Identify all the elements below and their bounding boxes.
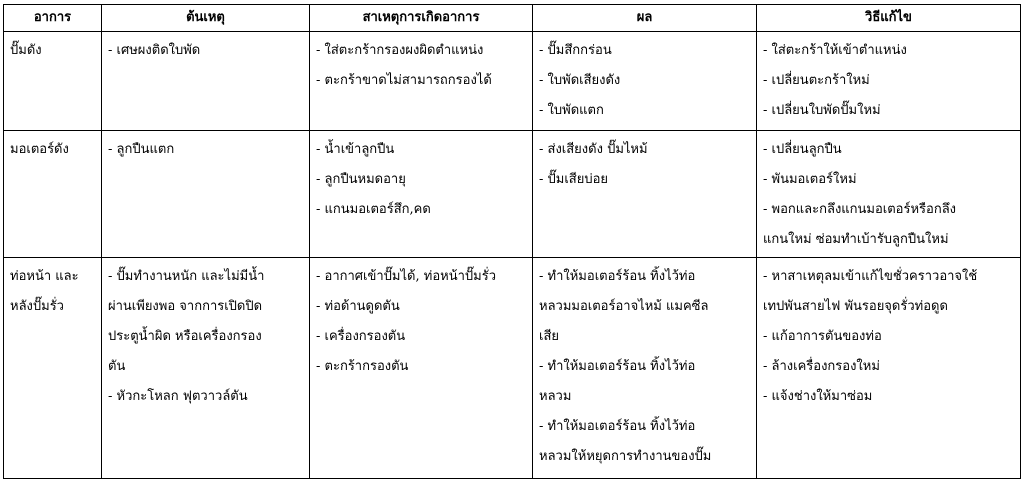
cell-line: - พันมอเตอร์ใหม่ bbox=[763, 172, 857, 187]
table-row bbox=[4, 258, 1021, 479]
cell-line: - เครื่องกรองตัน bbox=[316, 329, 406, 344]
cell-line: - แจ้งช่างให้มาซ่อม bbox=[763, 389, 873, 404]
cell-line: - แก้อาการตันของท่อ bbox=[763, 329, 882, 344]
cell-effect bbox=[533, 32, 757, 131]
header-effect: ผล bbox=[533, 5, 757, 32]
cell-line: - หัวกะโหลก ฟุตวาวล์ตัน bbox=[108, 389, 248, 404]
cell-symptom bbox=[4, 131, 102, 258]
cell-line: เสีย bbox=[539, 329, 559, 344]
cell-line: - ใส่ตะกร้าให้เข้าตำแหน่ง bbox=[763, 43, 907, 58]
cell-line: ประตูน้ำผิด หรือเครื่องกรอง bbox=[108, 329, 262, 344]
cell-line: - ลูกปืนหมดอายุ bbox=[316, 172, 406, 187]
troubleshooting-table bbox=[3, 4, 1021, 479]
cell-line: - ตะกร้าขาดไม่สามารถกรองได้ bbox=[316, 73, 492, 88]
cell-line: ผ่านเพียงพอ จากการเปิดปิด bbox=[108, 299, 263, 314]
cell-line: - เปลี่ยนตะกร้าใหม่ bbox=[763, 73, 870, 88]
cell-reason bbox=[310, 32, 533, 131]
cell-line: - ปั๊มทำงานหนัก และไม่มีน้ำ bbox=[108, 269, 265, 284]
cell-line: - พอกและกลึงแกนมอเตอร์หรือกลึง bbox=[763, 202, 957, 217]
cell-fix bbox=[757, 258, 1021, 479]
cell-line: - เศษผงติดใบพัด bbox=[108, 43, 201, 58]
cell-line: ท่อหน้า และ bbox=[10, 269, 79, 284]
cell-line: - น้ำเข้าลูกปืน bbox=[316, 142, 395, 157]
header-reason: สาเหตุการเกิดอาการ bbox=[310, 5, 533, 32]
cell-line: - หาสาเหตุลมเข้าแก้ไขชั่วคราวอาจใช้ bbox=[763, 269, 978, 284]
cell-symptom bbox=[4, 32, 102, 131]
cell-cause bbox=[102, 32, 310, 131]
cell-line: - ปั๊มเสียบ่อย bbox=[539, 172, 609, 187]
cell-line: หลวมมอเตอร์อาจไหม้ แมคซีล bbox=[539, 299, 709, 314]
cell-line: - ล้างเครื่องกรองใหม่ bbox=[763, 359, 880, 374]
cell-fix bbox=[757, 131, 1021, 258]
table-row bbox=[4, 131, 1021, 258]
cell-cause bbox=[102, 258, 310, 479]
cell-cause bbox=[102, 131, 310, 258]
cell-line: - ปั๊มสึกกร่อน bbox=[539, 43, 612, 58]
cell-line: - ลูกปืนแตก bbox=[108, 142, 175, 157]
cell-line: มอเตอร์ดัง bbox=[10, 142, 69, 157]
cell-line: หลวมให้หยุดการทำงานของปั๊ม bbox=[539, 449, 712, 464]
table-row bbox=[4, 32, 1021, 131]
cell-reason bbox=[310, 258, 533, 479]
cell-line: - เปลี่ยนใบพัดปั๊มใหม่ bbox=[763, 103, 881, 118]
cell-symptom bbox=[4, 258, 102, 479]
cell-line: - ทำให้มอเตอร์ร้อน ทิ้งไว้ท่อ bbox=[539, 269, 696, 284]
cell-line: - ใบพัดเสียงดัง bbox=[539, 73, 621, 88]
cell-line: - ใบพัดแตก bbox=[539, 103, 604, 118]
cell-line: - ใส่ตะกร้ากรองผงผิดตำแหน่ง bbox=[316, 43, 484, 58]
header-cause: ต้นเหตุ bbox=[102, 5, 310, 32]
cell-line: เทปพันสายไฟ พันรอยจุดรั่วท่อดูด bbox=[763, 299, 948, 314]
cell-line: แกนใหม่ ซ่อมทำเบ้ารับลูกปืนใหม่ bbox=[763, 232, 949, 247]
cell-line: - อากาศเข้าปั๊มได้, ท่อหน้าปั๊มรั่ว bbox=[316, 269, 496, 284]
troubleshooting-table-wrapper bbox=[3, 4, 1020, 479]
cell-line: - เปลี่ยนลูกปืน bbox=[763, 142, 842, 157]
cell-line: - ทำให้มอเตอร์ร้อน ทิ้งไว้ท่อ bbox=[539, 419, 696, 434]
cell-line: - ส่งเสียงดัง ปั๊มไหม้ bbox=[539, 142, 648, 157]
header-symptom: อาการ bbox=[4, 5, 102, 32]
cell-fix bbox=[757, 32, 1021, 131]
header-row bbox=[4, 5, 1021, 32]
cell-effect bbox=[533, 131, 757, 258]
cell-effect bbox=[533, 258, 757, 479]
cell-line: ตัน bbox=[108, 359, 126, 374]
cell-line: ปั๊มดัง bbox=[10, 43, 42, 58]
cell-line: - ทำให้มอเตอร์ร้อน ทิ้งไว้ท่อ bbox=[539, 359, 696, 374]
cell-line: หลวม bbox=[539, 389, 572, 404]
cell-reason bbox=[310, 131, 533, 258]
cell-line: - แกนมอเตอร์สึก,คด bbox=[316, 202, 431, 217]
cell-line: - ท่อด้านดูดตัน bbox=[316, 299, 400, 314]
cell-line: หลังปั๊มรั่ว bbox=[10, 299, 64, 314]
header-fix: วิธีแก้ไข bbox=[757, 5, 1021, 32]
cell-line: - ตะกร้ากรองตัน bbox=[316, 359, 409, 374]
